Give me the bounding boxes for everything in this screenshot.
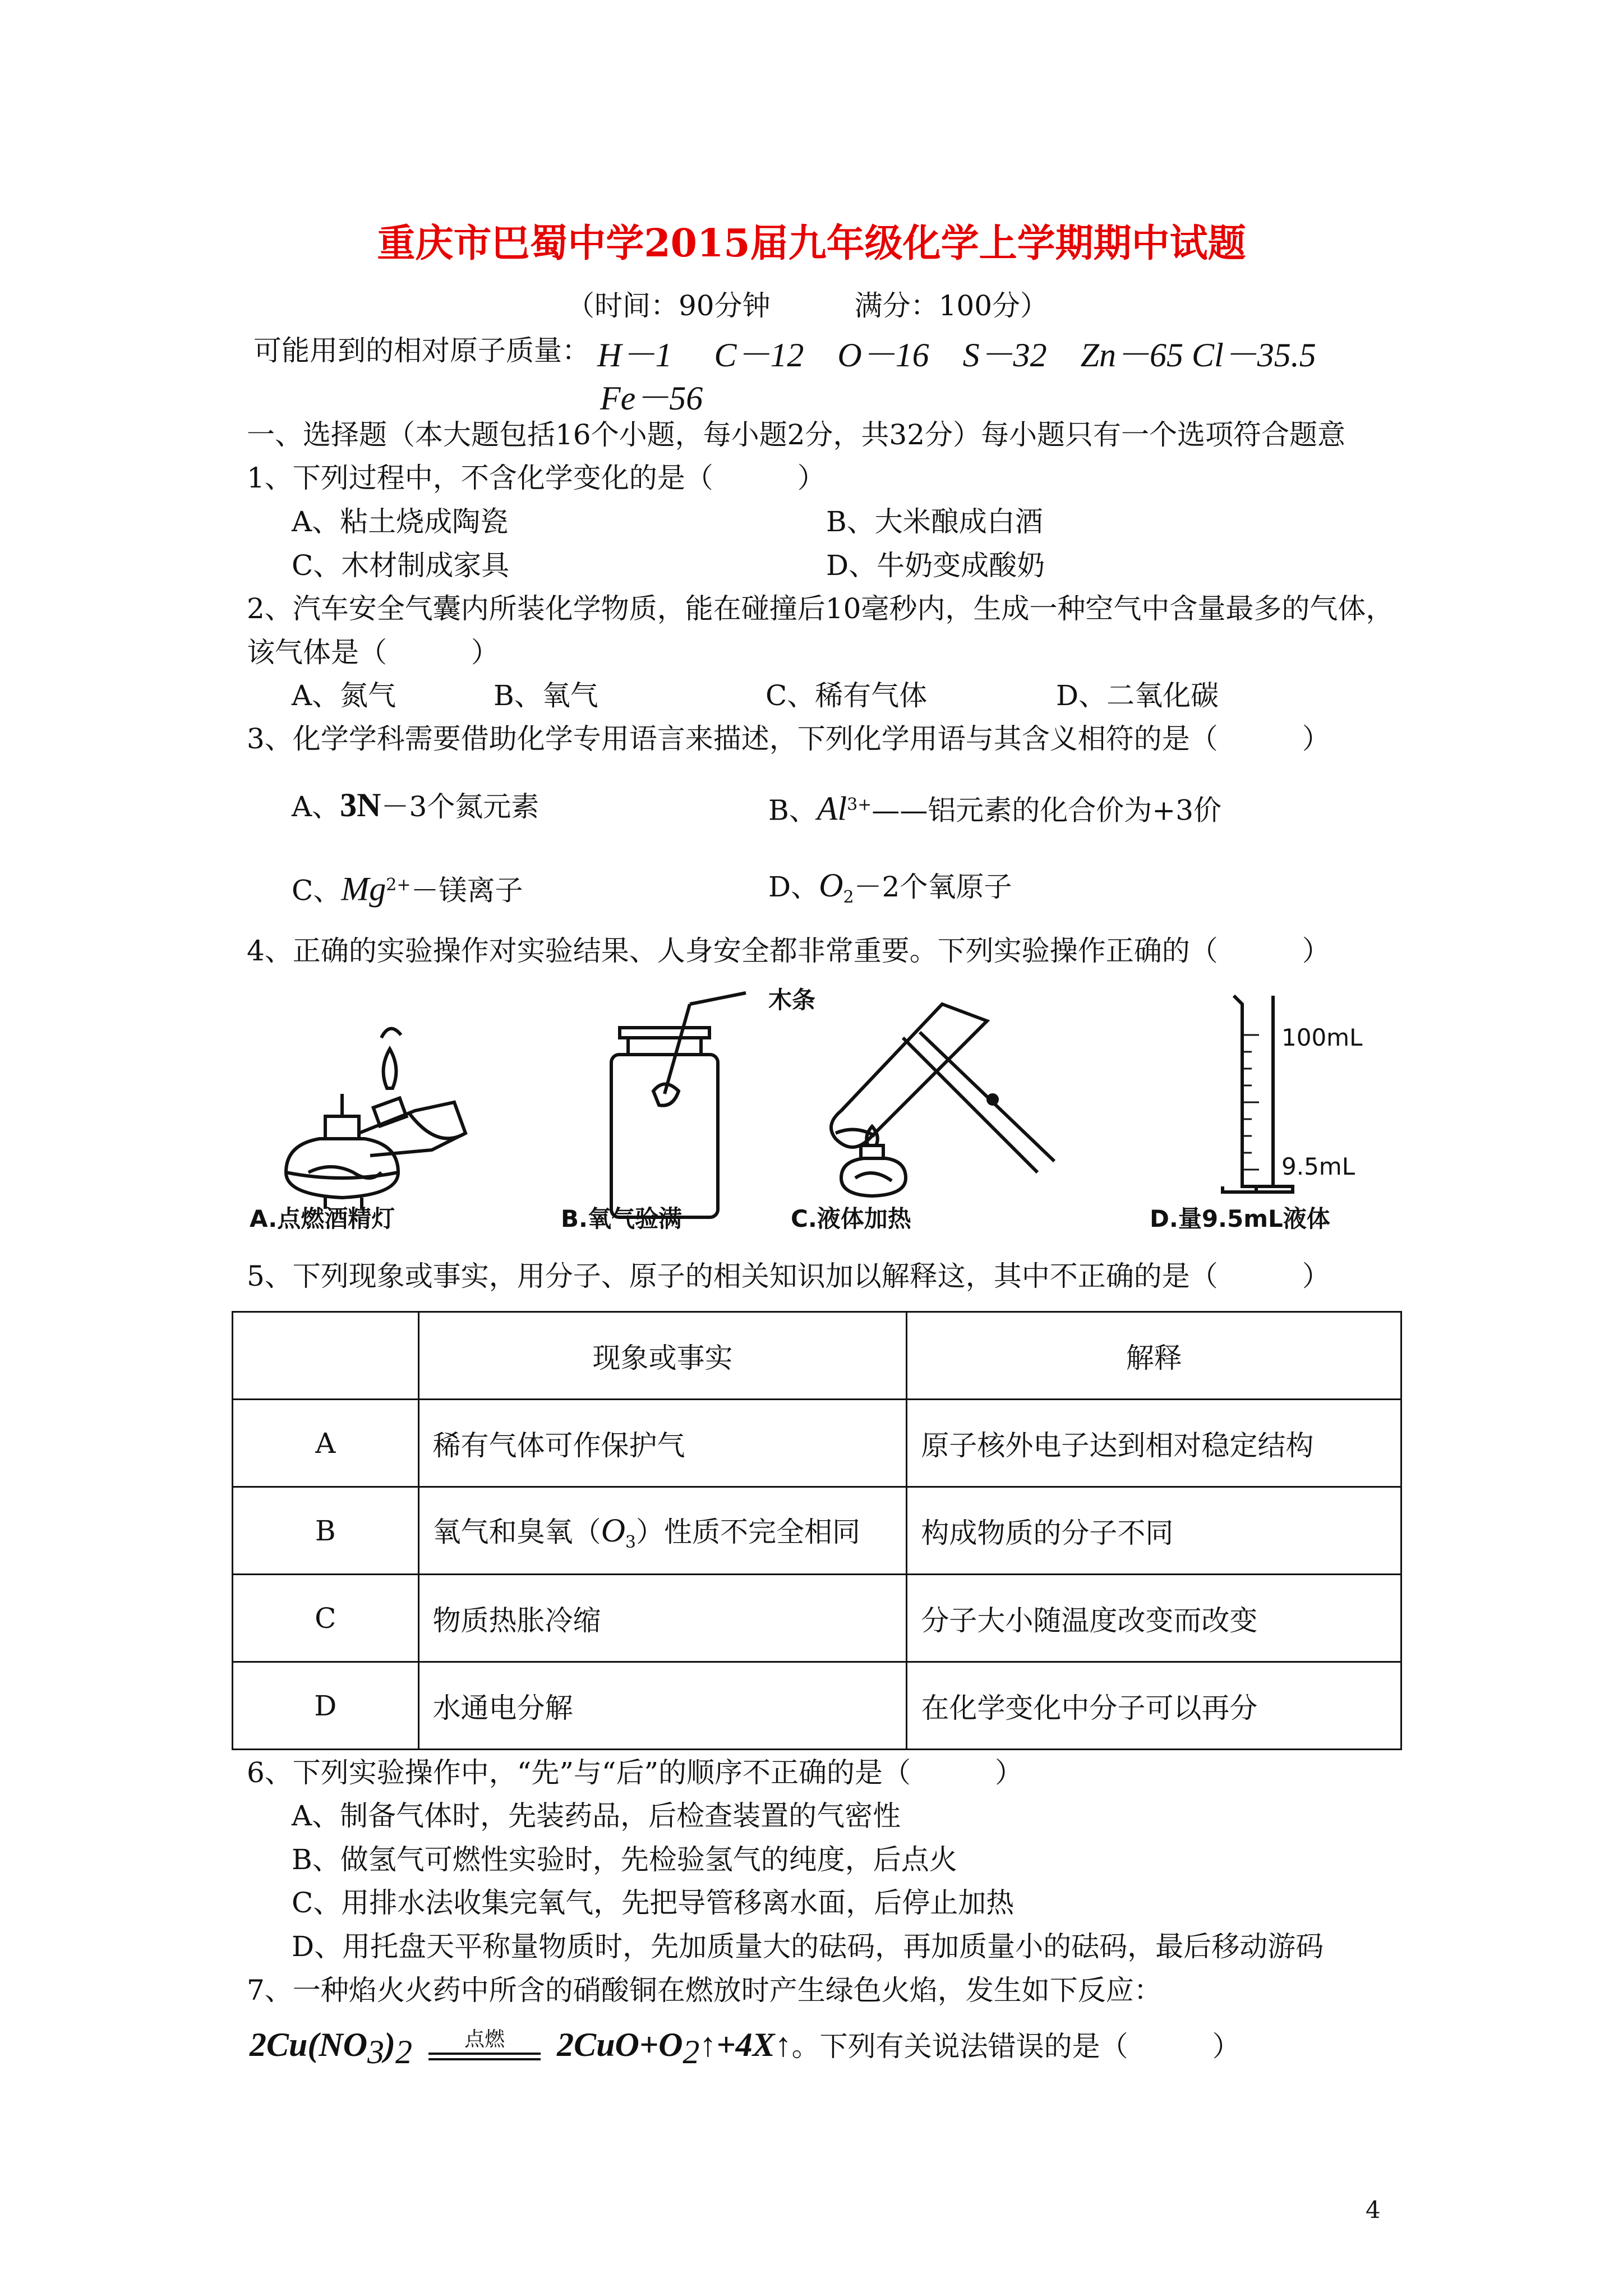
q6-option-d: D、用托盘天平称量物质时，先加质量大的砝码，再加质量小的砝码，最后移动游码 bbox=[292, 1930, 1324, 1963]
q3-a-text: －3个氮元素 bbox=[381, 790, 540, 823]
q3-option-a bbox=[292, 788, 539, 823]
q3-d-label: D、 bbox=[768, 871, 819, 903]
figure-d-label-bottom: 9.5mL bbox=[1281, 1153, 1355, 1180]
row-fact-post: ）性质不完全相同 bbox=[636, 1515, 860, 1548]
figure-b-label: 木条 bbox=[768, 986, 816, 1014]
eq-double-line bbox=[428, 2053, 541, 2060]
eq-right: 2CuO+O bbox=[557, 2026, 683, 2063]
row-fact-sub: 3 bbox=[625, 1532, 636, 1552]
page-number: 4 bbox=[1366, 2196, 1381, 2224]
q1-option-d: D、牛奶变成酸奶 bbox=[826, 549, 1045, 582]
q6-stem: 6、下列实验操作中，“先”与“后”的顺序不正确的是（ ） bbox=[247, 1756, 1023, 1789]
row-fact: 物质热胀冷缩 bbox=[418, 1575, 907, 1662]
q7-stem: 7、一种焰火火药中所含的硝酸铜在燃放时产生绿色火焰，发生如下反应： bbox=[247, 1974, 1162, 2007]
q3-c-formula: Mg bbox=[341, 870, 386, 908]
q2-stem-line2: 该气体是（ ） bbox=[247, 636, 499, 669]
eq-left-close: ) bbox=[384, 2026, 396, 2063]
q3-stem: 3、化学学科需要借助化学专用语言来描述，下列化学用语与其含义相符的是（ ） bbox=[247, 723, 1330, 755]
table-row bbox=[233, 1575, 1401, 1662]
eq-left-sub2: 2 bbox=[395, 2033, 413, 2070]
q2-option-b: B、氧气 bbox=[494, 679, 598, 712]
q3-option-b bbox=[768, 788, 1221, 827]
q3-c-label: C、 bbox=[292, 874, 342, 907]
q3-a-label: A、 bbox=[292, 790, 340, 823]
figure-b-oxygen-test bbox=[600, 987, 836, 1228]
q3-b-sup: 3+ bbox=[847, 795, 872, 815]
table-header-cell: 现象或事实 bbox=[418, 1312, 907, 1400]
q1-stem: 1、下列过程中，不含化学变化的是（ ） bbox=[247, 462, 826, 494]
figure-a-caption: A.点燃酒精灯 bbox=[250, 1205, 395, 1232]
table-header-cell bbox=[233, 1312, 419, 1400]
q3-d-formula: O bbox=[819, 867, 843, 904]
q3-c-sup: 2+ bbox=[386, 875, 411, 895]
q7-tail: 。下列有关说法错误的是（ ） bbox=[791, 2030, 1241, 2063]
atomic-mass-label: 可能用到的相对原子质量： bbox=[253, 334, 590, 367]
q5-table bbox=[232, 1311, 1402, 1750]
row-fact: 稀有气体可作保护气 bbox=[418, 1400, 907, 1487]
figure-c-caption: C.液体加热 bbox=[791, 1205, 911, 1232]
q3-c-text: －镁离子 bbox=[411, 874, 523, 907]
q4-stem: 4、正确的实验操作对实验结果、人身安全都非常重要。下列实验操作正确的（ ） bbox=[247, 935, 1330, 967]
q3-d-text: －2个氧原子 bbox=[854, 871, 1012, 903]
q2-option-d: D、二氧化碳 bbox=[1056, 679, 1219, 712]
figure-d-label-top: 100mL bbox=[1281, 1024, 1363, 1051]
q5-stem: 5、下列现象或事实，用分子、原子的相关知识加以解释这，其中不正确的是（ ） bbox=[247, 1260, 1330, 1292]
q7-equation bbox=[250, 2025, 1241, 2072]
table-header-row bbox=[233, 1312, 1401, 1400]
q1-option-c: C、木材制成家具 bbox=[292, 549, 510, 582]
row-fact-formula: O bbox=[601, 1511, 625, 1549]
table-header-cell: 解释 bbox=[907, 1312, 1401, 1400]
row-explanation: 在化学变化中分子可以再分 bbox=[907, 1662, 1401, 1750]
eq-right-sub: 2 bbox=[683, 2033, 700, 2070]
eq-right-end: ↑+4X↑ bbox=[699, 2026, 792, 2063]
q3-d-sub: 2 bbox=[843, 887, 854, 907]
q3-a-formula: 3N bbox=[340, 786, 381, 823]
q3-b-formula: Al bbox=[817, 790, 847, 827]
eq-left: 2Cu(NO bbox=[250, 2026, 368, 2063]
row-fact bbox=[418, 1487, 907, 1575]
figure-b-caption: B.氧气验满 bbox=[561, 1205, 682, 1232]
figure-c-liquid-heating bbox=[802, 999, 1082, 1234]
row-explanation: 构成物质的分子不同 bbox=[907, 1487, 1401, 1575]
row-label: C bbox=[233, 1575, 419, 1662]
row-explanation: 分子大小随温度改变而改变 bbox=[907, 1575, 1401, 1662]
section-header: 一、选择题（本大题包括16个小题，每小题2分，共32分）每小题只有一个选项符合题意 bbox=[247, 418, 1346, 451]
row-label: A bbox=[233, 1400, 419, 1487]
q6-option-a: A、制备气体时，先装药品，后检查装置的气密性 bbox=[292, 1800, 901, 1832]
q2-stem-line1: 2、汽车安全气囊内所装化学物质，能在碰撞后10毫秒内，生成一种空气中含量最多的气体， bbox=[247, 592, 1394, 625]
q3-option-d bbox=[768, 868, 1012, 914]
figure-d-caption: D.量9.5mL液体 bbox=[1150, 1205, 1330, 1232]
table-row bbox=[233, 1662, 1401, 1750]
q2-option-a: A、氮气 bbox=[292, 679, 396, 712]
exam-info: （时间：90分钟 满分：100分） bbox=[566, 289, 1049, 322]
q3-b-text: ——铝元素的化合价为+3价 bbox=[872, 794, 1222, 827]
q3-option-c bbox=[292, 868, 523, 908]
row-explanation: 原子核外电子达到相对稳定结构 bbox=[907, 1400, 1401, 1487]
row-label: B bbox=[233, 1487, 419, 1575]
q6-option-c: C、用排水法收集完氧气，先把导管移离水面，后停止加热 bbox=[292, 1887, 1015, 1919]
eq-condition: 点燃 bbox=[464, 2028, 505, 2051]
table-row bbox=[233, 1400, 1401, 1487]
table-row bbox=[233, 1487, 1401, 1575]
q6-option-b: B、做氢气可燃性实验时，先检验氢气的纯度，后点火 bbox=[292, 1843, 957, 1876]
page-title: 重庆市巴蜀中学2015届九年级化学上学期期中试题 bbox=[377, 221, 1246, 266]
row-label: D bbox=[233, 1662, 419, 1750]
row-fact-pre: 氧气和臭氧（ bbox=[432, 1515, 601, 1548]
eq-left-sub: 3 bbox=[367, 2033, 385, 2070]
eq-condition-arrow bbox=[428, 2030, 541, 2064]
atomic-mass-line1: H－1 C－12 O－16 S－32 Zn－65 Cl－35.5 bbox=[597, 337, 1316, 374]
row-fact: 水通电分解 bbox=[418, 1662, 907, 1750]
q2-option-c: C、稀有气体 bbox=[766, 679, 928, 712]
q3-b-label: B、 bbox=[768, 794, 817, 827]
q1-option-a: A、粘土烧成陶瓷 bbox=[292, 505, 509, 538]
atomic-mass-line2: Fe－56 bbox=[600, 380, 703, 417]
figure-a-alcohol-lamp bbox=[269, 1004, 505, 1228]
q1-option-b: B、大米酿成白酒 bbox=[826, 505, 1043, 538]
